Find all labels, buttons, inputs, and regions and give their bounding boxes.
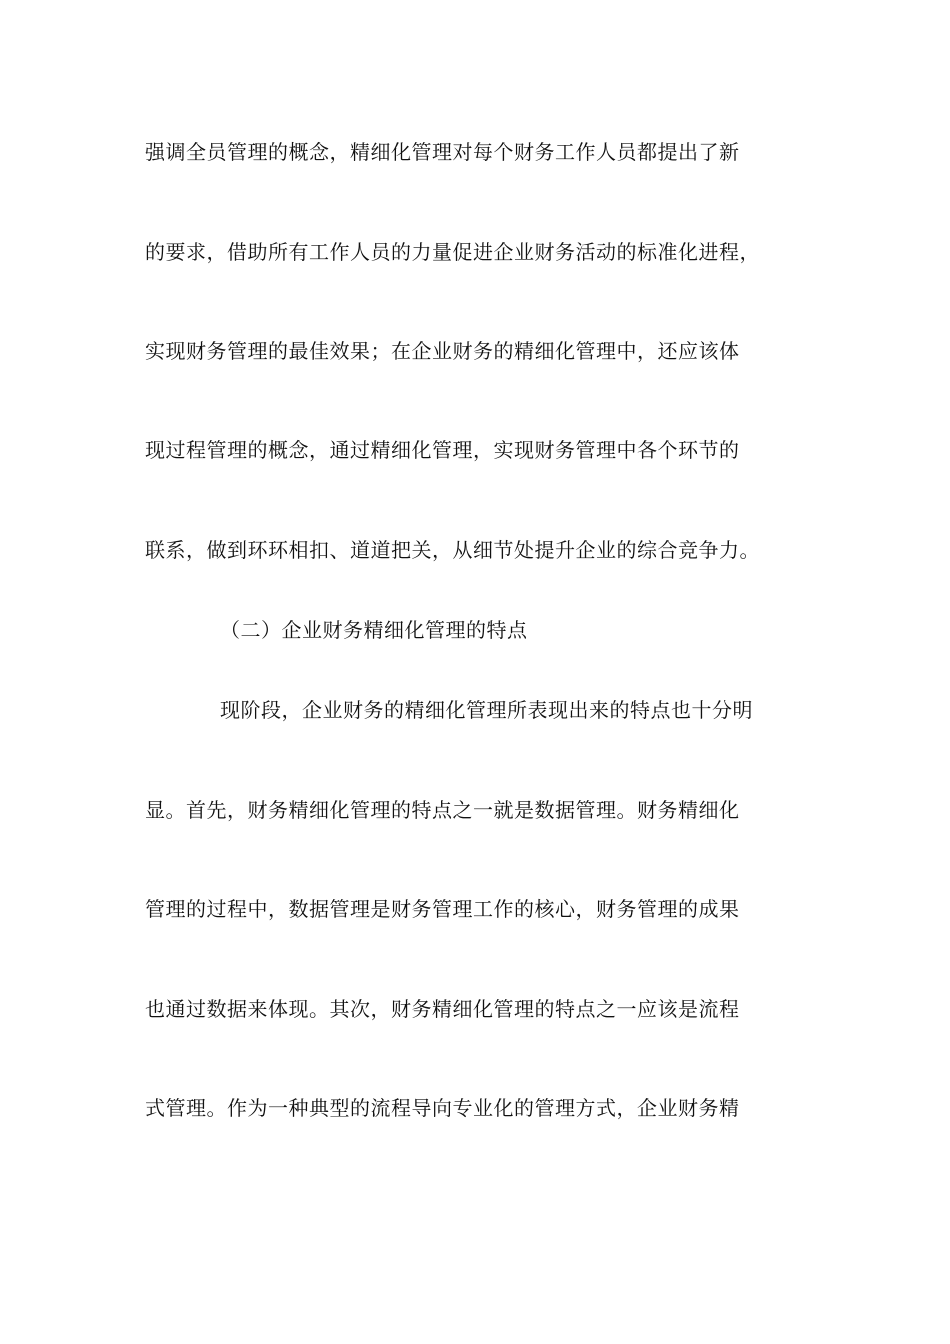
- paragraph-line: 也通过数据来体现。其次，财务精细化管理的特点之一应该是流程: [145, 997, 740, 1021]
- paragraph-line: 现过程管理的概念，通过精细化管理，实现财务管理中各个环节的: [145, 438, 740, 462]
- paragraph-line: 管理的过程中，数据管理是财务管理工作的核心，财务管理的成果: [145, 897, 740, 921]
- paragraph-line: 的要求，借助所有工作人员的力量促进企业财务活动的标准化进程，: [145, 240, 760, 264]
- paragraph-line: 实现财务管理的最佳效果；在企业财务的精细化管理中，还应该体: [145, 339, 740, 363]
- paragraph-line: 式管理。作为一种典型的流程导向专业化的管理方式，企业财务精: [145, 1096, 740, 1120]
- paragraph-line: 显。首先，财务精细化管理的特点之一就是数据管理。财务精细化: [145, 798, 740, 822]
- section-heading: （二）企业财务精细化管理的特点: [220, 618, 528, 642]
- paragraph-line: 联系，做到环环相扣、道道把关，从细节处提升企业的综合竞争力。: [145, 538, 760, 562]
- paragraph-line: 现阶段，企业财务的精细化管理所表现出来的特点也十分明: [220, 698, 753, 722]
- paragraph-line: 强调全员管理的概念，精细化管理对每个财务工作人员都提出了新: [145, 140, 740, 164]
